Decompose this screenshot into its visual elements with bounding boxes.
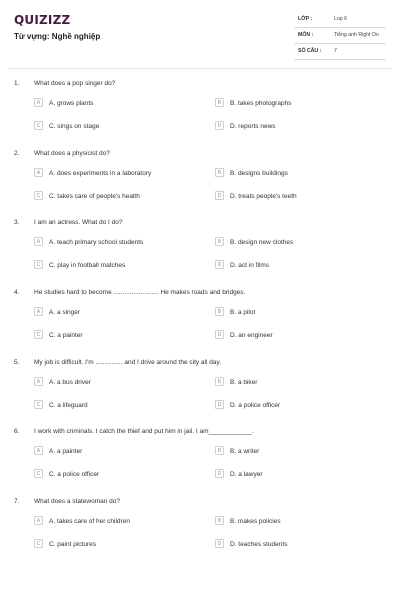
option-text: D. reports news	[230, 122, 276, 130]
option-text: C. a lifeguard	[49, 401, 88, 409]
option-b[interactable]	[215, 377, 365, 388]
option-d[interactable]	[215, 121, 365, 132]
option-text: C. paint pictures	[49, 540, 96, 548]
option-b[interactable]	[215, 446, 365, 457]
meta-key: SỐ CÂU :	[298, 48, 322, 54]
meta-value: 7	[334, 48, 337, 54]
option-text: D. a lawyer	[230, 470, 263, 478]
option-text: C. play in football matches	[49, 261, 126, 269]
option-letter-box: B	[215, 237, 224, 246]
question-text: He studies hard to become ......................... He makes roads and bridges.	[34, 289, 246, 296]
question-4	[0, 289, 400, 359]
option-d[interactable]	[215, 539, 365, 550]
option-letter-box: D	[215, 539, 224, 548]
option-text: B. designs buildings	[230, 169, 288, 177]
option-c[interactable]	[34, 539, 184, 550]
option-letter-box: A	[34, 446, 43, 455]
option-letter-box: B	[215, 168, 224, 177]
option-a[interactable]	[34, 307, 184, 318]
option-letter-box: C	[34, 330, 43, 339]
worksheet-title: Từ vựng: Nghề nghiệp	[14, 32, 101, 41]
question-number: 3.	[14, 219, 20, 226]
option-b[interactable]	[215, 168, 365, 179]
option-a[interactable]	[34, 98, 184, 109]
option-letter-box: A	[34, 516, 43, 525]
meta-key: MÔN :	[298, 32, 314, 38]
option-a[interactable]	[34, 446, 184, 457]
option-letter-box: C	[34, 400, 43, 409]
meta-row-class	[294, 12, 386, 28]
meta-value: Lop 6	[334, 16, 347, 22]
option-text: D. a police officer	[230, 401, 281, 409]
option-text: A. takes care of her children	[49, 517, 130, 525]
meta-value: Tiếng anh Right On	[334, 32, 379, 38]
option-text: D. act in films	[230, 261, 270, 269]
option-text: B. takes photographs	[230, 99, 292, 107]
option-b[interactable]	[215, 307, 365, 318]
option-letter-box: B	[215, 516, 224, 525]
option-text: C. a police officer	[49, 470, 100, 478]
option-text: A. teach primary school students	[49, 238, 144, 246]
option-letter-box: A	[34, 98, 43, 107]
option-d[interactable]	[215, 330, 365, 341]
option-letter-box: B	[215, 446, 224, 455]
question-text: What does a pop singer do?	[34, 80, 116, 87]
option-text: C. a painter	[49, 331, 83, 339]
option-text: B. a pilot	[230, 308, 256, 316]
option-text: A. grows plants	[49, 99, 94, 107]
option-letter-box: B	[215, 307, 224, 316]
option-a[interactable]	[34, 377, 184, 388]
option-c[interactable]	[34, 260, 184, 271]
option-text: D. treats people's teeth	[230, 192, 297, 200]
option-letter-box: A	[34, 168, 43, 177]
question-5	[0, 359, 400, 429]
option-c[interactable]	[34, 121, 184, 132]
question-1	[0, 80, 400, 150]
option-letter-box: C	[34, 121, 43, 130]
question-text: I am an actress. What do I do?	[34, 219, 123, 226]
option-a[interactable]	[34, 237, 184, 248]
option-text: B. a writer	[230, 447, 260, 455]
option-letter-box: D	[215, 260, 224, 269]
question-text: My job is difficult. I'm ............... and I drive around the city all day.	[34, 359, 222, 366]
option-d[interactable]	[215, 260, 365, 271]
option-letter-box: D	[215, 330, 224, 339]
option-c[interactable]	[34, 400, 184, 411]
question-number: 7.	[14, 498, 20, 505]
question-7	[0, 498, 400, 568]
option-text: C. takes care of people's health	[49, 192, 140, 200]
option-b[interactable]	[215, 516, 365, 527]
option-text: C. sings on stage	[49, 122, 100, 130]
option-c[interactable]	[34, 191, 184, 202]
option-letter-box: B	[215, 98, 224, 107]
option-b[interactable]	[215, 237, 365, 248]
option-text: B. makes policies	[230, 517, 281, 525]
question-6	[0, 428, 400, 498]
option-letter-box: C	[34, 260, 43, 269]
question-number: 1.	[14, 80, 20, 87]
question-number: 2.	[14, 150, 20, 157]
meta-row-count	[294, 44, 386, 60]
option-letter-box: D	[215, 400, 224, 409]
option-letter-box: C	[34, 539, 43, 548]
meta-row-subject	[294, 28, 386, 44]
option-text: A. does experiments in a laboratory	[49, 169, 152, 177]
option-text: A. a painter	[49, 447, 83, 455]
question-2	[0, 150, 400, 220]
option-letter-box: C	[34, 469, 43, 478]
option-text: A. a bus driver	[49, 378, 91, 386]
option-letter-box: D	[215, 121, 224, 130]
option-letter-box: C	[34, 191, 43, 200]
option-letter-box: A	[34, 377, 43, 386]
question-number: 5.	[14, 359, 20, 366]
quizizz-logo: QUIZIZZ	[14, 13, 71, 27]
question-text: What does a physicist do?	[34, 150, 110, 157]
option-a[interactable]	[34, 516, 184, 527]
option-text: B. design new clothes	[230, 238, 294, 246]
question-text: I work with criminals. I catch the thief and put him in jail. I am____________.	[34, 428, 254, 435]
worksheet-header	[0, 0, 400, 75]
option-text: B. a biker	[230, 378, 258, 386]
option-b[interactable]	[215, 98, 365, 109]
meta-table	[294, 12, 386, 60]
option-c[interactable]	[34, 330, 184, 341]
option-d[interactable]	[215, 469, 365, 480]
option-letter-box: B	[215, 377, 224, 386]
option-d[interactable]	[215, 191, 365, 202]
question-text: What does a statewoman do?	[34, 498, 120, 505]
question-number: 6.	[14, 428, 20, 435]
option-letter-box: D	[215, 469, 224, 478]
question-3	[0, 219, 400, 289]
option-d[interactable]	[215, 400, 365, 411]
header-divider	[8, 68, 392, 69]
option-text: D. an engineer	[230, 331, 273, 339]
option-a[interactable]	[34, 168, 184, 179]
option-c[interactable]	[34, 469, 184, 480]
option-text: D. teaches students	[230, 540, 288, 548]
option-text: A. a singer	[49, 308, 81, 316]
meta-key: LỚP :	[298, 16, 313, 22]
option-letter-box: D	[215, 191, 224, 200]
option-letter-box: A	[34, 307, 43, 316]
option-letter-box: A	[34, 237, 43, 246]
question-number: 4.	[14, 289, 20, 296]
